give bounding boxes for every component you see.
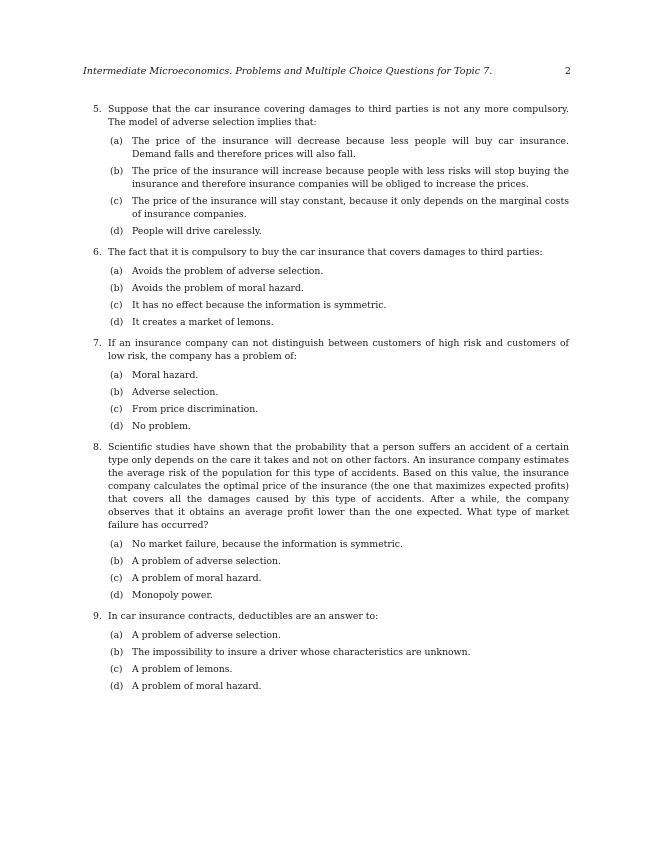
question-number: 8. <box>93 442 102 453</box>
answer-option-d <box>108 316 569 329</box>
option-letter: (a) <box>110 370 123 381</box>
option-text: Adverse selection. <box>132 387 219 398</box>
option-letter: (b) <box>110 556 124 567</box>
option-letter: (b) <box>110 283 124 294</box>
question-8 <box>93 441 569 602</box>
option-text: Avoids the problem of moral hazard. <box>132 283 304 294</box>
question-text: Suppose that the car insurance covering damages to third parties is not any more compulsory. The model of adverse selection implies that: <box>108 104 569 128</box>
question-text: In car insurance contracts, deductibles are an answer to: <box>108 611 379 622</box>
answer-option-d <box>108 680 569 693</box>
option-letter: (c) <box>110 196 123 207</box>
option-text: Avoids the problem of adverse selection. <box>132 266 324 277</box>
option-letter: (d) <box>110 421 124 432</box>
answer-option-a <box>108 265 569 278</box>
option-text: No problem. <box>132 421 191 432</box>
option-text: The impossibility to insure a driver whose characteristics are unknown. <box>132 647 471 658</box>
option-text: A problem of lemons. <box>132 664 233 675</box>
running-title: Intermediate Microeconomics. Problems and Multiple Choice Questions for Topic 7. <box>83 66 493 77</box>
option-letter: (d) <box>110 317 124 328</box>
option-text: The price of the insurance will stay constant, because it only depends on the marginal costs of insurance companies. <box>132 196 569 220</box>
page-number: 2 <box>564 66 571 77</box>
answer-option-d <box>108 420 569 433</box>
option-text: A problem of adverse selection. <box>132 556 281 567</box>
answer-option-a <box>108 538 569 551</box>
option-letter: (a) <box>110 136 123 147</box>
answer-option-d <box>108 589 569 602</box>
answer-option-b <box>108 282 569 295</box>
answer-option-a <box>108 135 569 161</box>
option-text: No market failure, because the information is symmetric. <box>132 539 403 550</box>
answer-options <box>108 538 569 602</box>
answer-option-d <box>108 225 569 238</box>
option-text: It creates a market of lemons. <box>132 317 274 328</box>
option-text: People will drive carelessly. <box>132 226 262 237</box>
question-6 <box>93 246 569 329</box>
answer-option-c <box>108 195 569 221</box>
question-text: If an insurance company can not distinguish between customers of high risk and customers of low risk, the company has a problem of: <box>108 338 569 362</box>
option-letter: (a) <box>110 630 123 641</box>
answer-option-a <box>108 629 569 642</box>
option-letter: (b) <box>110 647 124 658</box>
option-letter: (c) <box>110 664 123 675</box>
option-letter: (d) <box>110 226 124 237</box>
question-number: 9. <box>93 611 102 622</box>
answer-option-a <box>108 369 569 382</box>
option-text: Moral hazard. <box>132 370 199 381</box>
answer-option-b <box>108 165 569 191</box>
option-letter: (c) <box>110 573 123 584</box>
answer-options <box>108 369 569 433</box>
answer-option-b <box>108 386 569 399</box>
answer-option-c <box>108 663 569 676</box>
question-5 <box>93 103 569 238</box>
option-letter: (a) <box>110 539 123 550</box>
answer-options <box>108 135 569 238</box>
option-letter: (b) <box>110 387 124 398</box>
option-text: A problem of moral hazard. <box>132 573 262 584</box>
answer-option-b <box>108 646 569 659</box>
option-letter: (c) <box>110 300 123 311</box>
question-number: 6. <box>93 247 102 258</box>
question-9 <box>93 610 569 693</box>
answer-options <box>108 265 569 329</box>
option-text: A problem of adverse selection. <box>132 630 281 641</box>
answer-option-c <box>108 403 569 416</box>
option-text: It has no effect because the information is symmetric. <box>132 300 387 311</box>
option-letter: (d) <box>110 590 124 601</box>
answer-option-c <box>108 572 569 585</box>
question-number: 5. <box>93 104 102 115</box>
question-number: 7. <box>93 338 102 349</box>
option-text: The price of the insurance will increase because people with less risks will stop buying the insurance and therefore insurance companies will be obliged to increase the prices. <box>132 166 569 190</box>
option-letter: (a) <box>110 266 123 277</box>
question-text: Scientific studies have shown that the probability that a person suffers an accident of a certain type only depends on the care it takes and not on other factors. An insurance company estimates the average risk of the population for this type of accidents. Based on this value, the insurance company calculates the optimal price of the insurance (the one that maximizes expected profits) that covers all the damages caused by this type of accidents. After a while, the company observes that it obtains an average profit lower than the one expected. What type of market failure has occurred? <box>108 442 569 531</box>
option-letter: (b) <box>110 166 124 177</box>
question-list <box>93 103 569 701</box>
question-7 <box>93 337 569 433</box>
option-text: From price discrimination. <box>132 404 259 415</box>
option-letter: (c) <box>110 404 123 415</box>
answer-option-b <box>108 555 569 568</box>
option-text: Monopoly power. <box>132 590 213 601</box>
page-header <box>83 66 571 78</box>
answer-option-c <box>108 299 569 312</box>
option-letter: (d) <box>110 681 124 692</box>
option-text: A problem of moral hazard. <box>132 681 262 692</box>
answer-options <box>108 629 569 693</box>
option-text: The price of the insurance will decrease because less people will buy car insurance. Demand falls and therefore prices will also fall. <box>132 136 569 160</box>
question-text: The fact that it is compulsory to buy the car insurance that covers damages to third parties: <box>108 247 543 258</box>
